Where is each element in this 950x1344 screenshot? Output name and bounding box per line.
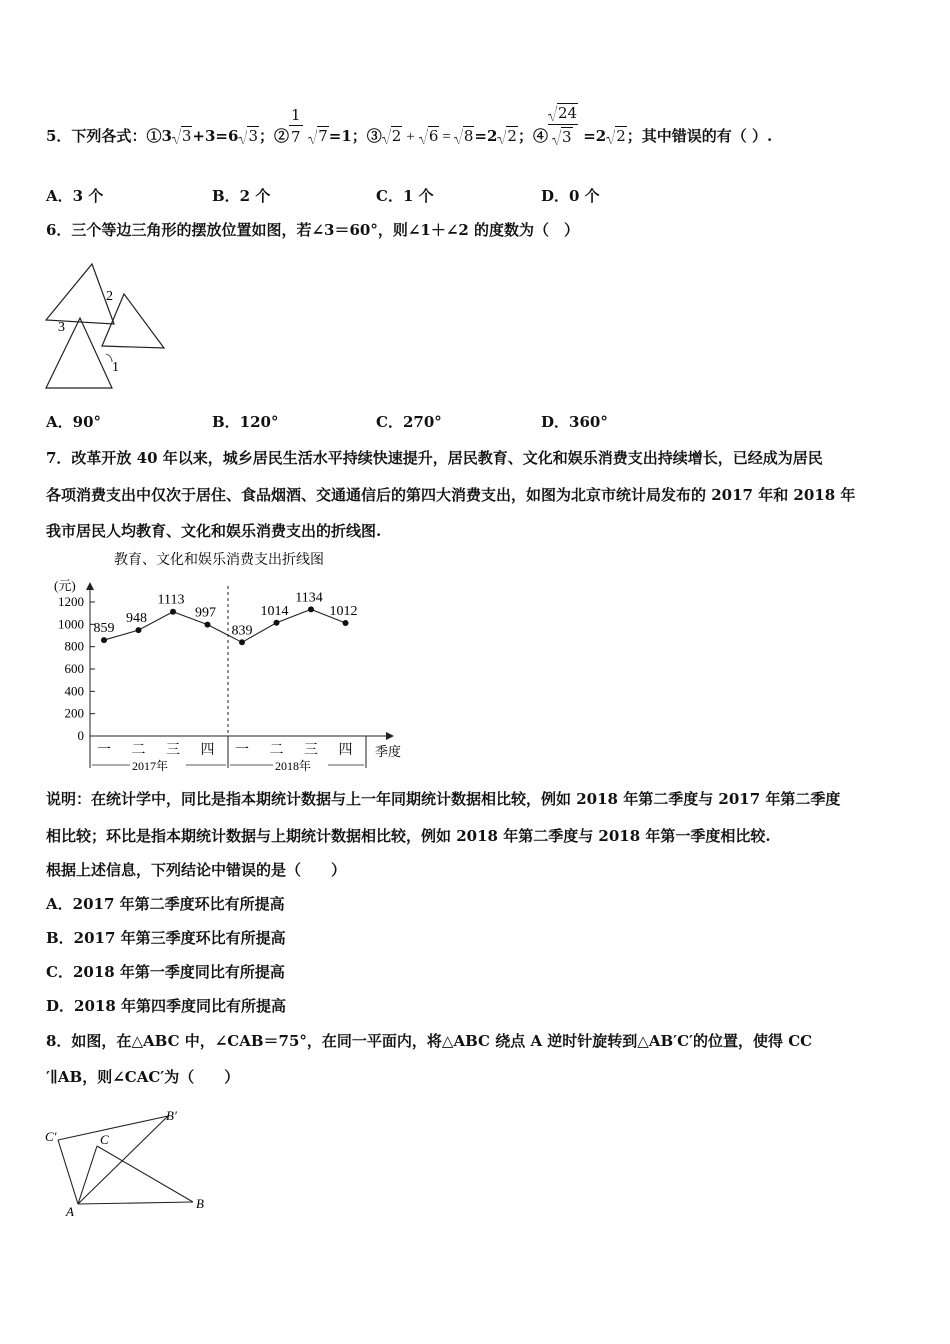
q6-option-b[interactable]: B．120° (212, 413, 279, 431)
data-point (274, 620, 280, 626)
data-point (136, 627, 142, 633)
y-tick-label: 400 (64, 683, 84, 699)
x-tick-label: 三 (304, 743, 318, 758)
q5-text: +3=6 (192, 127, 239, 145)
point-label-B-prime: B′ (166, 1108, 177, 1123)
q5-prefix: 5．下列各式：①3 (46, 127, 172, 145)
q7-option-b[interactable]: B．2017 年第三季度环比有所提高 (46, 929, 286, 947)
x-axis-label: 季度 (375, 744, 402, 759)
y-axis-label: (元) (54, 578, 76, 593)
data-label: 997 (195, 605, 216, 621)
q6-figure (40, 258, 180, 397)
chart-marks (94, 590, 358, 645)
data-point (239, 639, 245, 645)
q5-text: = (442, 129, 451, 145)
q5-option-c[interactable]: C．1 个 (376, 187, 434, 205)
q6-stem: 6．三个等边三角形的摆放位置如图，若∠3＝60°，则∠1＋∠2 的度数为（ ） (46, 221, 580, 239)
q6-option-d[interactable]: D．360° (541, 413, 608, 431)
point-label-B: B (196, 1196, 204, 1211)
angle-label-1: 1 (112, 360, 119, 375)
radical: 3 (172, 126, 193, 146)
angle-label-3: 3 (58, 320, 65, 335)
triangle-top (46, 264, 114, 324)
q7-note-line-1: 说明：在统计学中，同比是指本期统计数据与上一年同期统计数据相比较，例如 2018 年第二季度与 2017 年第二季度 (46, 790, 841, 808)
x-tick-label: 一 (235, 743, 249, 758)
data-label: 1113 (157, 592, 185, 608)
triangles-diagram (40, 258, 180, 393)
q7-option-c[interactable]: C．2018 年第一季度同比有所提高 (46, 963, 285, 981)
data-point (170, 609, 176, 615)
q5-option-a[interactable]: A．3 个 (46, 187, 104, 205)
q7-chart (40, 546, 420, 780)
q8-figure (40, 1104, 220, 1224)
y-tick-label: 200 (64, 705, 84, 721)
q5-text: + (406, 129, 415, 145)
q7-question: 根据上述信息，下列结论中错误的是（ ） (46, 861, 347, 879)
q7-stem-line-2: 各项消费支出中仅次于居住、食品烟酒、交通通信后的第四大消费支出，如图为北京市统计局发布的 2017 年和 2018 年 (46, 486, 856, 504)
q8-stem-line-2: ′∥AB，则∠CAC′为（ ） (46, 1068, 240, 1086)
data-label: 859 (93, 621, 115, 637)
q6-option-a[interactable]: A．90° (46, 413, 102, 431)
point-label-A: A (66, 1204, 74, 1219)
group-label-2017: 2017年 (132, 759, 169, 773)
q5-option-b[interactable]: B．2 个 (212, 187, 271, 205)
radical: 6 (419, 126, 440, 146)
fraction: $\frac{1}{7}$ (289, 127, 303, 147)
q5-text: =2 (474, 127, 498, 145)
radical: 8 (454, 126, 475, 146)
triangle-bottom (46, 318, 112, 388)
data-point (343, 620, 349, 626)
data-point (308, 606, 314, 612)
y-tick-label: 600 (64, 661, 84, 676)
q5-stem (46, 104, 773, 147)
x-tick-label: 二 (131, 743, 146, 758)
y-tick-label: 800 (64, 638, 84, 654)
q5-option-d[interactable]: D．0 个 (541, 187, 600, 205)
data-label: 1134 (295, 590, 323, 606)
q5-text: ；② (258, 127, 289, 145)
radical: 7 (308, 126, 329, 146)
data-label: 1012 (329, 603, 358, 619)
y-tick-label: 1000 (58, 616, 84, 632)
radical: 2 (497, 126, 518, 146)
y-tick-label: 1200 (58, 594, 84, 609)
y-axis-arrow (86, 582, 94, 590)
point-label-C-prime: C′ (45, 1129, 57, 1144)
q7-option-d[interactable]: D．2018 年第四季度同比有所提高 (46, 997, 286, 1015)
fraction: $\frac{24}{3}$ (548, 127, 578, 147)
q7-note-line-2: 相比较；环比是指本期统计数据与上期统计数据相比较，例如 2018 年第二季度与 2018 年第一季度相比较. (46, 827, 771, 845)
chart-title: 教育、文化和娱乐消费支出折线图 (114, 552, 324, 568)
group-label-2018: 2018年 (275, 759, 312, 773)
q7-stem-line-1: 7．改革开放 40 年以来，城乡居民生活水平持续快速提升，居民教育、文化和娱乐消费支出持续增长，已经成为居民 (46, 449, 823, 467)
q5-text: ；④ (517, 127, 548, 145)
q8-stem-line-1: 8．如图，在△ABC 中，∠CAB＝75°，在同一平面内，将△ABC 绕点 A 逆时针旋转到△AB′C′的位置，使得 CC (46, 1032, 813, 1050)
data-point (101, 637, 107, 643)
x-tick-label: 四 (200, 743, 215, 758)
data-label: 948 (126, 611, 147, 627)
q7-stem-line-3: 我市居民人均教育、文化和娱乐消费支出的折线图. (46, 522, 382, 540)
radical: 2 (382, 126, 403, 146)
q5-text: ；其中错误的有（ ）. (626, 127, 773, 145)
x-tick-label: 三 (166, 743, 180, 758)
rotation-diagram (40, 1104, 220, 1220)
data-point (205, 622, 211, 628)
radical: 3 (238, 126, 259, 146)
q5-text: =2 (583, 127, 607, 145)
x-tick-label: 一 (97, 743, 111, 758)
data-label: 1014 (260, 603, 289, 619)
x-tick-label: 二 (269, 743, 284, 758)
radical: 2 (606, 126, 627, 146)
q5-text: =1；③ (328, 127, 382, 145)
data-label: 839 (231, 623, 253, 639)
angle-label-2: 2 (106, 289, 113, 304)
y-tick-label: 0 (77, 728, 84, 743)
x-axis-arrow (386, 732, 394, 740)
point-label-C: C (100, 1132, 109, 1147)
q6-option-c[interactable]: C．270° (376, 413, 442, 431)
q7-option-a[interactable]: A．2017 年第二季度环比有所提高 (46, 895, 285, 913)
x-tick-label: 四 (338, 743, 353, 758)
line-chart (40, 546, 420, 776)
